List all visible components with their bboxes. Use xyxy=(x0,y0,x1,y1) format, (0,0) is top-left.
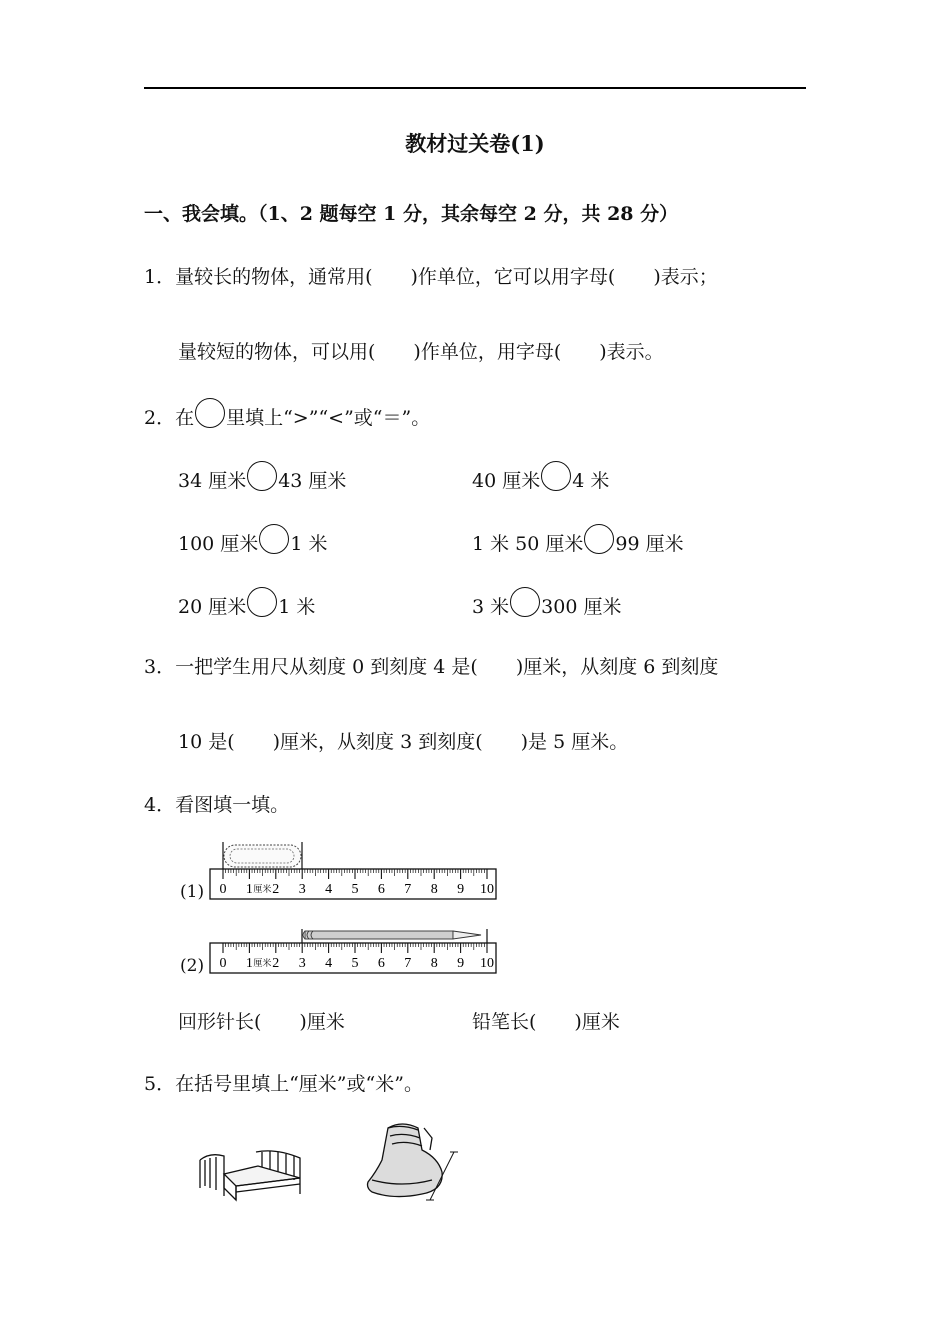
q2-item xyxy=(178,524,327,556)
ruler-number: 6 xyxy=(377,956,385,971)
pencil-answer: 铅笔长( )厘米 xyxy=(472,1011,620,1033)
q2-prompt-pre: 2．在 xyxy=(144,407,195,429)
ruler-number: 2 xyxy=(272,956,280,971)
figure-label-1: (1) xyxy=(180,882,205,902)
ruler-number: 7 xyxy=(404,956,412,971)
answer-circle[interactable] xyxy=(541,461,571,491)
ruler-number: 7 xyxy=(404,882,412,897)
shoe-picture xyxy=(362,1120,462,1204)
q5-prompt: 5．在括号里填上“厘米”或“米”。 xyxy=(144,1073,423,1095)
paperclip-answer: 回形针长( )厘米 xyxy=(178,1011,345,1033)
q2-item-right: 300 厘米 xyxy=(541,596,622,618)
ruler-number: 5 xyxy=(351,956,359,971)
ruler-number: 8 xyxy=(430,882,438,897)
q3-line2: 10 是( )厘米，从刻度 3 到刻度( )是 5 厘米。 xyxy=(178,731,629,753)
q2-item-left: 3 米 xyxy=(472,596,510,618)
figure-label-2: (2) xyxy=(180,956,205,976)
bed-picture xyxy=(196,1148,306,1204)
ruler-number: 0 xyxy=(219,882,227,897)
ruler-number: 10 xyxy=(480,956,494,971)
q1-line2: 量较短的物体，可以用( )作单位，用字母( )表示。 xyxy=(178,341,664,363)
ruler-with-paperclip xyxy=(205,838,505,904)
ruler-number: 3 xyxy=(298,882,306,897)
q3-line1: 3．一把学生用尺从刻度 0 到刻度 4 是( )厘米，从刻度 6 到刻度 xyxy=(144,656,719,678)
q2-prompt-post: 里填上“>”“<”或“＝”。 xyxy=(226,407,431,429)
q2-item xyxy=(178,461,346,493)
q2-item xyxy=(472,461,609,493)
q2-prompt xyxy=(144,398,430,430)
ruler-with-pencil xyxy=(205,926,505,978)
q2-item-right: 1 米 xyxy=(290,533,328,555)
q2-item-right: 4 米 xyxy=(572,470,610,492)
q2-item xyxy=(472,587,621,619)
ruler-number: 8 xyxy=(430,956,438,971)
q2-item-right: 1 米 xyxy=(278,596,316,618)
top-rule xyxy=(144,87,806,89)
q2-item-right: 43 厘米 xyxy=(278,470,347,492)
q2-item xyxy=(472,524,684,556)
ruler-number: 2 xyxy=(272,882,280,897)
section-heading: 一、我会填。（1、2 题每空 1 分，其余每空 2 分，共 28 分） xyxy=(144,203,679,225)
ruler-number: 0 xyxy=(219,956,227,971)
ruler-number: 9 xyxy=(457,956,465,971)
ruler-number: 1 xyxy=(245,956,253,971)
page-title: 教材过关卷(1) xyxy=(405,131,545,156)
ruler-number: 1 xyxy=(245,882,253,897)
answer-circle[interactable] xyxy=(247,461,277,491)
ruler-number: 9 xyxy=(457,882,465,897)
q2-item-left: 100 厘米 xyxy=(178,533,259,555)
ruler-unit-label: 厘米 xyxy=(253,884,272,894)
q4-prompt: 4．看图填一填。 xyxy=(144,794,290,816)
answer-circle[interactable] xyxy=(259,524,289,554)
q2-item-left: 1 米 50 厘米 xyxy=(472,533,584,555)
q1-line1: 1．量较长的物体，通常用( )作单位，它可以用字母( )表示； xyxy=(144,266,718,288)
ruler-number: 4 xyxy=(325,882,333,897)
ruler-number: 4 xyxy=(325,956,333,971)
answer-circle[interactable] xyxy=(510,587,540,617)
ruler-number: 10 xyxy=(480,882,494,897)
compare-circle-icon xyxy=(195,398,225,428)
ruler-unit-label: 厘米 xyxy=(253,958,272,968)
pencil-icon xyxy=(302,929,487,943)
answer-circle[interactable] xyxy=(247,587,277,617)
ruler-number: 3 xyxy=(298,956,306,971)
q2-item-left: 40 厘米 xyxy=(472,470,541,492)
q2-item xyxy=(178,587,315,619)
q2-item-left: 20 厘米 xyxy=(178,596,247,618)
ruler-number: 5 xyxy=(351,882,359,897)
ruler-number: 6 xyxy=(377,882,385,897)
q2-item-left: 34 厘米 xyxy=(178,470,247,492)
answer-circle[interactable] xyxy=(584,524,614,554)
q2-item-right: 99 厘米 xyxy=(615,533,684,555)
